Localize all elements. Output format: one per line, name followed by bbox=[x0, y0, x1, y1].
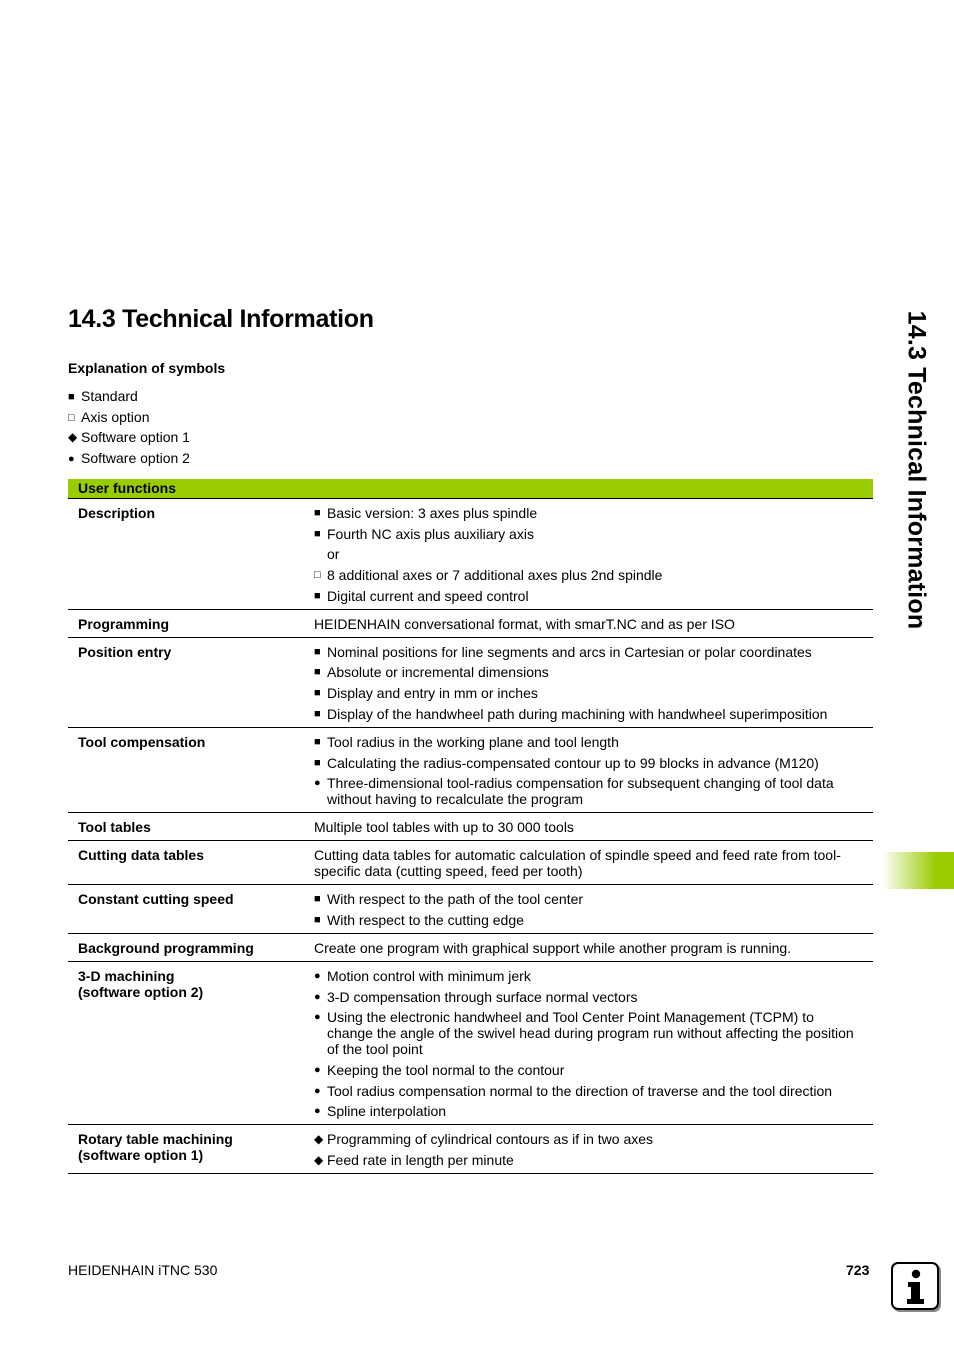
feature-text: Spline interpolation bbox=[327, 1103, 447, 1120]
row-content bbox=[314, 819, 873, 835]
filled-square-icon: ■ bbox=[68, 391, 75, 403]
filled-square-icon: ■ bbox=[314, 735, 321, 748]
legend-label: Software option 1 bbox=[81, 429, 190, 446]
row-label bbox=[68, 616, 314, 632]
page-title: 14.3 Technical Information bbox=[68, 305, 374, 333]
filled-square-icon: ■ bbox=[314, 687, 321, 700]
feature-line bbox=[314, 1152, 863, 1168]
feature-line bbox=[314, 1083, 863, 1099]
hollow-square-icon: □ bbox=[68, 411, 75, 424]
legend-item bbox=[68, 448, 190, 469]
circle-icon: ● bbox=[314, 1084, 321, 1097]
row-label-line: (software option 2) bbox=[78, 983, 204, 1000]
row-label-line: Programming bbox=[78, 615, 170, 632]
feature-line bbox=[314, 567, 863, 583]
row-content bbox=[314, 891, 873, 928]
feature-text: Using the electronic handwheel and Tool Center Point Management (TCPM) to change the angle of the swivel head during program run without affecting the position of the tool point bbox=[327, 1009, 854, 1058]
diamond-icon: ◆ bbox=[68, 430, 78, 445]
hollow-square-icon: □ bbox=[314, 569, 321, 582]
row-label-line: (software option 1) bbox=[78, 1147, 204, 1164]
circle-icon: ● bbox=[314, 1011, 321, 1024]
feature-text: Cutting data tables for automatic calculation of spindle speed and feed rate from tool-specific data (cutting speed, feed per tooth) bbox=[314, 847, 841, 880]
feature-line bbox=[314, 1131, 863, 1147]
symbols-heading: Explanation of symbols bbox=[68, 360, 226, 376]
feature-text: 8 additional axes or 7 additional axes plus 2nd spindle bbox=[327, 567, 663, 584]
feature-line bbox=[314, 685, 863, 701]
feature-line bbox=[314, 891, 863, 907]
feature-line bbox=[314, 1103, 863, 1119]
row-content bbox=[314, 505, 873, 604]
table-row bbox=[68, 610, 873, 638]
feature-text: HEIDENHAIN conversational format, with smarT.NC and as per ISO bbox=[314, 615, 735, 632]
filled-square-icon: ■ bbox=[314, 666, 321, 679]
row-label bbox=[68, 847, 314, 879]
feature-line bbox=[314, 706, 863, 722]
row-label bbox=[68, 1131, 314, 1168]
feature-line bbox=[314, 505, 863, 521]
feature-line bbox=[314, 616, 863, 632]
circle-icon: ● bbox=[314, 1105, 321, 1118]
feature-line bbox=[314, 755, 863, 771]
feature-text: Motion control with minimum jerk bbox=[327, 967, 531, 984]
feature-line bbox=[314, 940, 863, 956]
table-row bbox=[68, 934, 873, 962]
legend-item bbox=[68, 407, 190, 428]
circle-icon: ● bbox=[314, 969, 321, 982]
feature-text: Nominal positions for line segments and arcs in Cartesian or polar coordinates bbox=[327, 643, 812, 660]
side-chapter-title bbox=[880, 310, 952, 630]
legend-item bbox=[68, 386, 190, 407]
feature-text: Feed rate in length per minute bbox=[327, 1152, 514, 1168]
filled-square-icon: ■ bbox=[314, 756, 321, 769]
legend-label: Standard bbox=[81, 388, 138, 404]
row-content bbox=[314, 968, 873, 1119]
feature-line bbox=[314, 526, 863, 542]
table-row bbox=[68, 841, 873, 885]
row-label-line: Background programming bbox=[78, 939, 254, 956]
feature-line bbox=[314, 968, 863, 984]
row-content bbox=[314, 847, 873, 879]
row-label bbox=[68, 734, 314, 807]
filled-square-icon: ■ bbox=[314, 893, 321, 906]
row-label-line: Position entry bbox=[78, 643, 172, 660]
footer-product: HEIDENHAIN iTNC 530 bbox=[68, 1262, 218, 1278]
info-icon bbox=[891, 1262, 939, 1310]
circle-icon: ● bbox=[314, 777, 321, 790]
feature-line bbox=[314, 989, 863, 1005]
circle-icon: ● bbox=[68, 453, 75, 466]
row-label bbox=[68, 644, 314, 722]
table-row bbox=[68, 885, 873, 934]
feature-text: Calculating the radius-compensated contour up to 99 blocks in advance (M120) bbox=[327, 754, 819, 771]
table-row bbox=[68, 1125, 873, 1174]
row-content bbox=[314, 1131, 873, 1168]
row-content bbox=[314, 616, 873, 632]
row-label bbox=[68, 891, 314, 928]
feature-line bbox=[314, 847, 863, 879]
row-label bbox=[68, 819, 314, 835]
row-label-line: 3-D machining bbox=[78, 967, 175, 984]
filled-square-icon: ■ bbox=[314, 707, 321, 720]
feature-text: Multiple tool tables with up to 30 000 tools bbox=[314, 819, 574, 836]
feature-line bbox=[314, 588, 863, 604]
diamond-icon: ◆ bbox=[314, 1132, 324, 1147]
feature-line bbox=[314, 1009, 863, 1057]
row-label bbox=[68, 968, 314, 1119]
feature-text: Digital current and speed control bbox=[327, 587, 529, 604]
diamond-icon: ◆ bbox=[314, 1153, 324, 1167]
feature-line bbox=[314, 819, 863, 835]
table-row bbox=[68, 962, 873, 1125]
filled-square-icon: ■ bbox=[314, 645, 321, 658]
side-chapter-title-text: 14.3 Technical Information bbox=[902, 310, 931, 630]
row-content bbox=[314, 644, 873, 722]
row-label-line: Tool compensation bbox=[78, 733, 206, 750]
filled-square-icon: ■ bbox=[314, 913, 321, 926]
feature-text: Absolute or incremental dimensions bbox=[327, 664, 549, 681]
feature-text: 3-D compensation through surface normal vectors bbox=[327, 988, 638, 1005]
table-row bbox=[68, 499, 873, 610]
circle-icon: ● bbox=[314, 990, 321, 1003]
feature-line bbox=[314, 664, 863, 680]
row-content bbox=[314, 734, 873, 807]
feature-line bbox=[314, 734, 863, 750]
feature-line bbox=[314, 912, 863, 928]
feature-text: Display of the handwheel path during machining with handwheel superimposition bbox=[327, 705, 828, 722]
feature-text: Display and entry in mm or inches bbox=[327, 685, 538, 702]
indent-spacer bbox=[314, 546, 327, 562]
filled-square-icon: ■ bbox=[314, 507, 321, 519]
row-label-line: Constant cutting speed bbox=[78, 891, 234, 908]
feature-text: Fourth NC axis plus auxiliary axis bbox=[327, 525, 534, 542]
circle-icon: ● bbox=[314, 1063, 321, 1076]
feature-text: Tool radius in the working plane and tool length bbox=[327, 733, 619, 750]
filled-square-icon: ■ bbox=[314, 589, 321, 602]
feature-text: or bbox=[327, 546, 340, 563]
table-row bbox=[68, 813, 873, 841]
feature-text: With respect to the path of the tool center bbox=[327, 891, 584, 908]
row-label-line: Cutting data tables bbox=[78, 847, 205, 864]
feature-line bbox=[314, 546, 863, 562]
row-label-line: Tool tables bbox=[78, 819, 151, 836]
feature-line bbox=[314, 644, 863, 660]
table-row bbox=[68, 638, 873, 728]
legend-label: Software option 2 bbox=[81, 450, 190, 467]
chapter-tab-marker bbox=[882, 852, 954, 889]
symbol-legend bbox=[68, 386, 190, 469]
table-header: User functions bbox=[68, 479, 873, 499]
page-number: 723 bbox=[846, 1262, 870, 1278]
feature-line bbox=[314, 775, 863, 807]
feature-text: Create one program with graphical support while another program is running. bbox=[314, 939, 792, 956]
row-content bbox=[314, 940, 873, 956]
user-functions-table bbox=[68, 479, 873, 1174]
legend-item bbox=[68, 427, 190, 448]
legend-label: Axis option bbox=[81, 408, 150, 425]
feature-text: Keeping the tool normal to the contour bbox=[327, 1061, 565, 1078]
feature-text: With respect to the cutting edge bbox=[327, 911, 524, 928]
feature-line bbox=[314, 1062, 863, 1078]
filled-square-icon: ■ bbox=[314, 527, 321, 540]
feature-text: Basic version: 3 axes plus spindle bbox=[327, 505, 538, 521]
feature-text: Tool radius compensation normal to the direction of traverse and the tool direction bbox=[327, 1082, 833, 1099]
table-row bbox=[68, 728, 873, 813]
feature-text: Programming of cylindrical contours as if in two axes bbox=[327, 1131, 654, 1148]
feature-text: Three-dimensional tool-radius compensation for subsequent changing of tool data without having to recalculate the program bbox=[327, 775, 834, 808]
row-label bbox=[68, 940, 314, 956]
row-label-line: Rotary table machining bbox=[78, 1131, 233, 1148]
row-label bbox=[68, 505, 314, 604]
row-label-line: Description bbox=[78, 505, 156, 521]
table-body bbox=[68, 499, 873, 1174]
